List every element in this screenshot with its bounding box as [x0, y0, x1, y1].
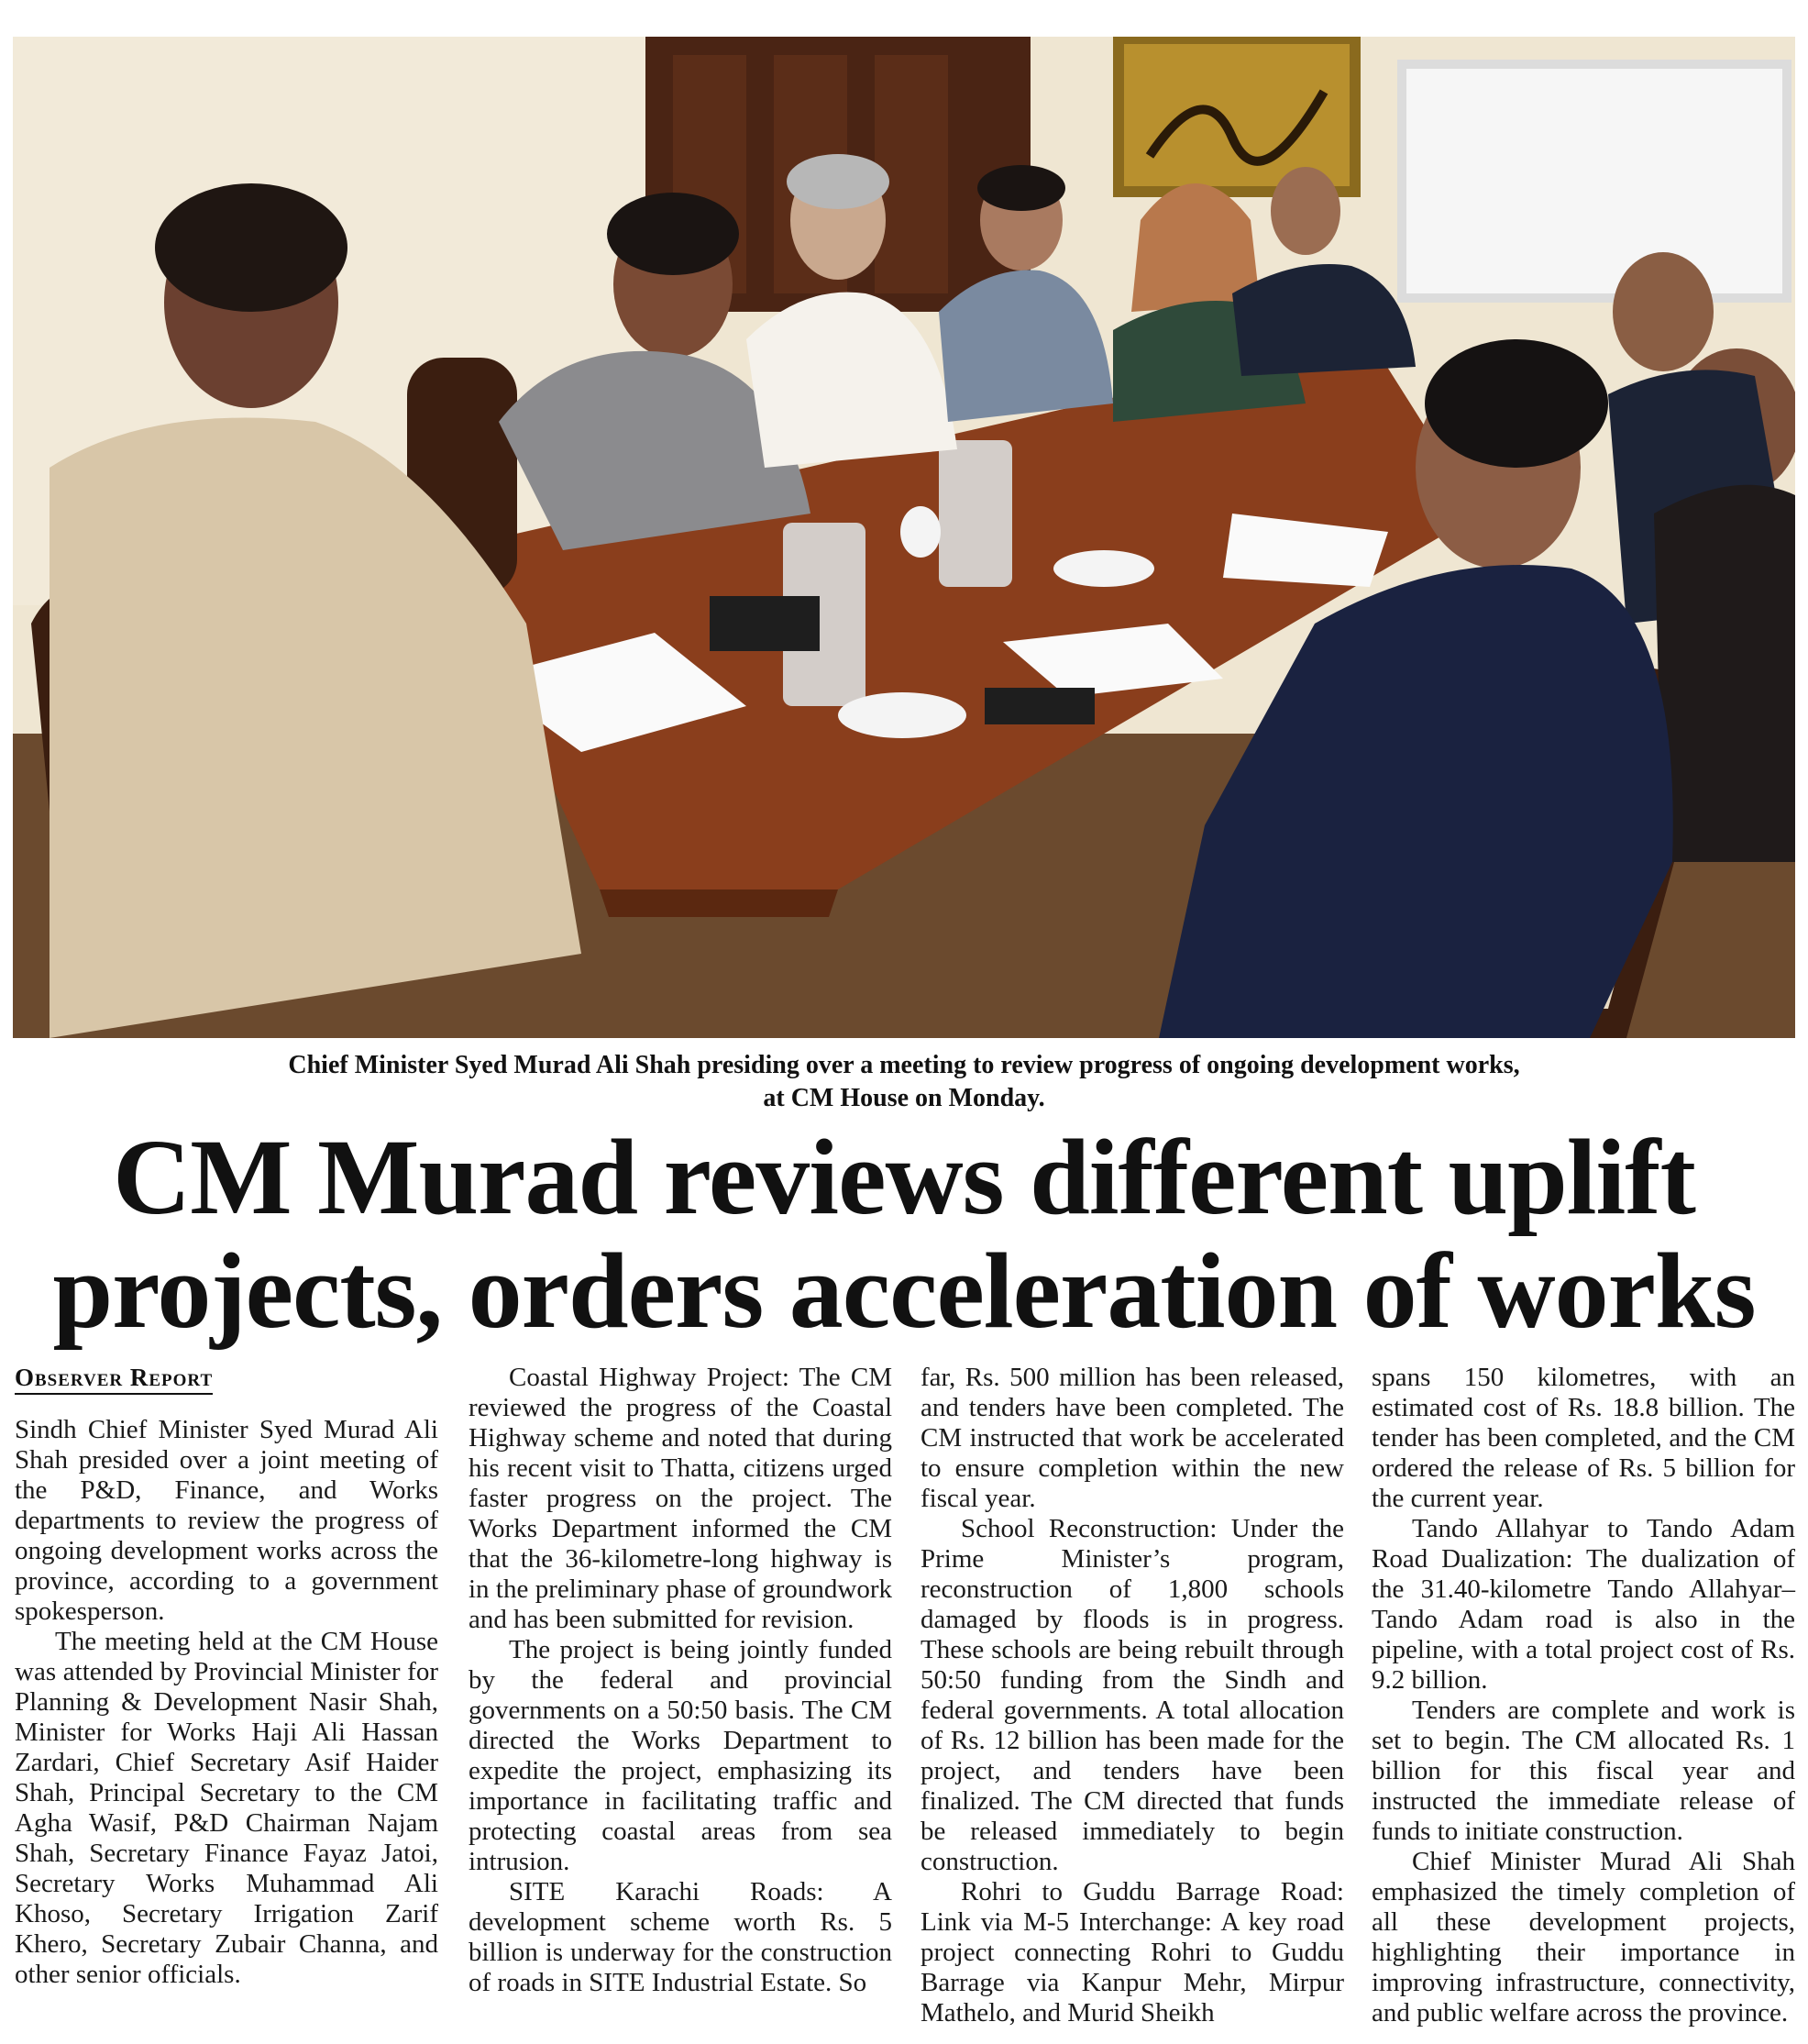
- photo-caption: [55, 1049, 1753, 1115]
- paragraph: far, Rs. 500 million has been released, and tenders have been completed. The CM instructed that work be accelerated to ensure completion within the new fiscal year.: [921, 1363, 1344, 1513]
- paragraph: School Reconstruction: Under the Prime Minister’s program, reconstruction of 1,800 schools damaged by floods is in progress. These schools are being rebuilt through 50:50 funding from the Sindh and federal governments. A total allocation of Rs. 12 billion has been made for the project, and tenders have been finalized. The CM directed that funds be released immediately to begin construction.: [921, 1514, 1344, 1876]
- headline-line-2: projects, orders acceleration of works: [52, 1231, 1756, 1351]
- paragraph: Tando Allahyar to Tando Adam Road Dualization: The dualization of the 31.40-kilometre Tando Allahyar–Tando Adam road is also in the pipeline, with a total project cost of Rs. 9.2 billion.: [1372, 1514, 1795, 1695]
- paragraph: The meeting held at the CM House was attended by Provincial Minister for Planning & Development Nasir Shah, Minister for Works Haji Ali Hassan Zardari, Chief Secretary Asif Haider Shah, Principal Secretary to the CM Agha Wasif, P&D Chairman Najam Shah, Secretary Finance Fayaz Jatoi, Secretary Works Muhammad Ali Khoso, Secretary Irrigation Zarif Khero, Secretary Zubair Channa, and other senior officials.: [15, 1627, 438, 1989]
- byline: Observer Report: [15, 1364, 213, 1395]
- paragraph: spans 150 kilometres, with an estimated cost of Rs. 18.8 billion. The tender has been completed, and the CM ordered the release of Rs. 5 billion for the current year.: [1372, 1363, 1795, 1513]
- paragraph: Tenders are complete and work is set to begin. The CM allocated Rs. 1 billion for this fiscal year and instructed the immediate release of funds to initiate construction.: [1372, 1696, 1795, 1846]
- paragraph: The project is being jointly funded by the federal and provincial governments on a 50:50 basis. The CM directed the Works Department to expedite the project, emphasizing its importance in facilitating traffic and protecting coastal areas from sea intrusion.: [469, 1635, 892, 1876]
- meeting-photo: [13, 37, 1795, 1038]
- headline-line-1: CM Murad reviews different uplift: [113, 1117, 1695, 1237]
- meeting-photo-illustration: [13, 37, 1795, 1038]
- headline: [13, 1117, 1795, 1351]
- caption-line-2: at CM House on Monday.: [763, 1084, 1045, 1112]
- paragraph: Coastal Highway Project: The CM reviewed the progress of the Coastal Highway scheme and noted that during his recent visit to Thatta, citizens urged faster progress on the project. The Works Department informed the CM that the 36-kilometre-long highway is in the preliminary phase of groundwork and has been submitted for revision.: [469, 1363, 892, 1634]
- article-column-4: [1372, 1363, 1795, 2028]
- paragraph: Rohri to Guddu Barrage Road: Link via M-5 Interchange: A key road project connecting Rohri to Guddu Barrage via Kanpur Mehr, Mirpur Mathelo, and Murid Sheikh: [921, 1877, 1344, 2027]
- paragraph: Sindh Chief Minister Syed Murad Ali Shah presided over a joint meeting of the P&D, Finance, and Works departments to review the progress of ongoing development works across the province, according to a government spokesperson.: [15, 1415, 438, 1626]
- article-column-1: [15, 1363, 438, 1990]
- paragraph: Chief Minister Murad Ali Shah emphasized the timely completion of all these development projects, highlighting their importance in improving infrastructure, connectivity, and public welfare across the province.: [1372, 1847, 1795, 2027]
- article-body: [15, 1363, 1797, 2037]
- caption-line-1: Chief Minister Syed Murad Ali Shah presiding over a meeting to review progress of ongoing development works,: [288, 1051, 1520, 1079]
- paragraph: SITE Karachi Roads: A development scheme worth Rs. 5 billion is underway for the construction of roads in SITE Industrial Estate. So: [469, 1877, 892, 1997]
- article-column-3: [921, 1363, 1344, 2028]
- article-column-2: [469, 1363, 892, 1998]
